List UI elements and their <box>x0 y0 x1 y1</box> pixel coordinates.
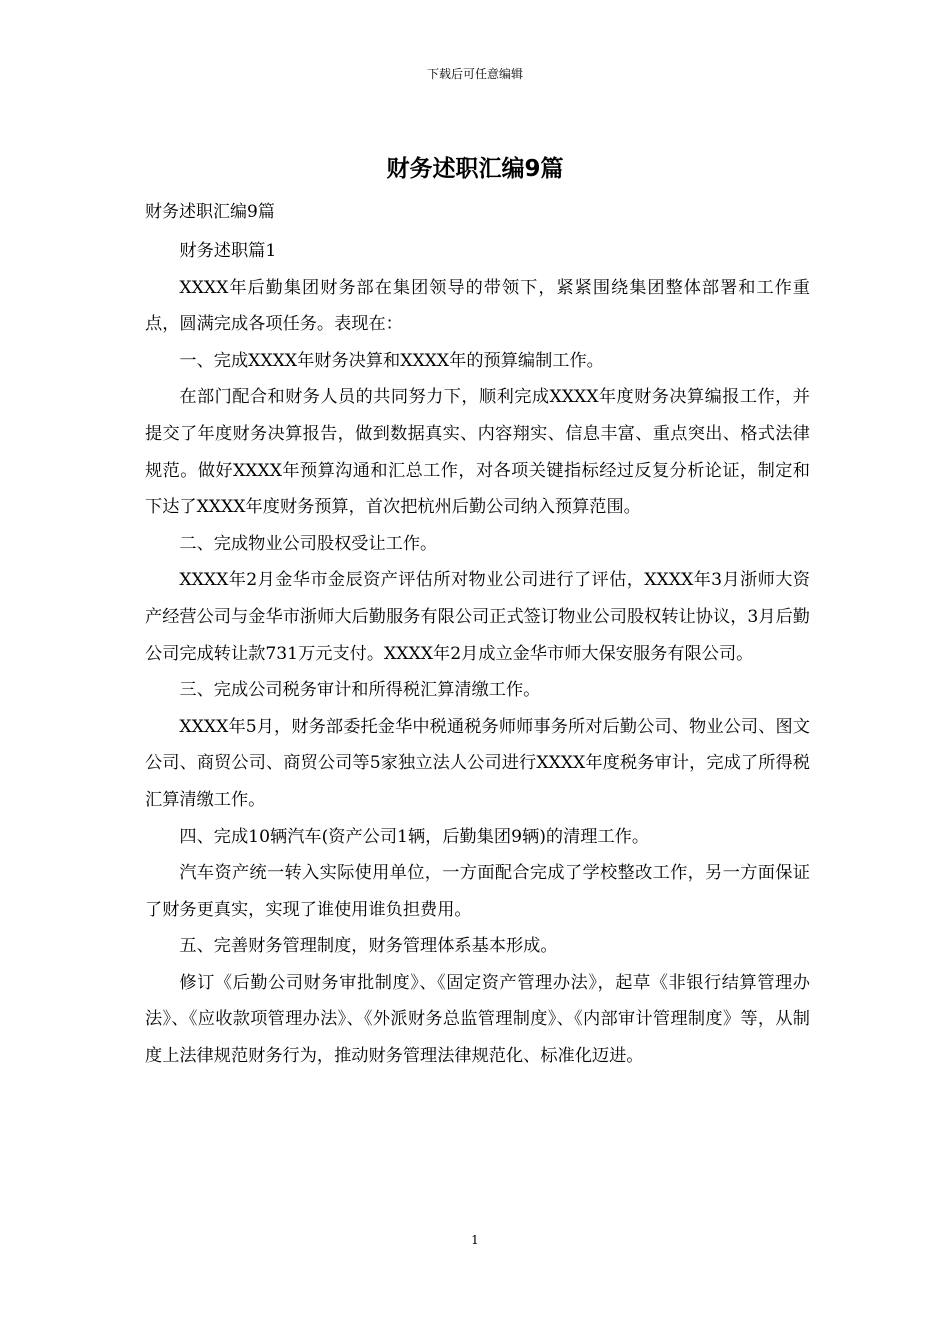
page-header-note: 下载后可任意编辑 <box>426 67 523 81</box>
document-title: 财务述职汇编9篇 <box>386 156 564 182</box>
body-paragraph: XXXX年2月金华市金辰资产评估所对物业公司进行了评估，XXXX年3月浙师大资产经营公司与金华市浙师大后勤服务有限公司正式签订物业公司股权转让协议，3月后勤公司完成转让款731万元支付。XXXX年2月成立金华市师大保安服务有限公司。 <box>145 570 810 664</box>
body-paragraph: 修订《后勤公司财务审批制度》、《固定资产管理办法》，起草《非银行结算管理办法》、《应收款项管理办法》、《外派财务总监管理制度》、《内部审计管理制度》等，从制度上法律规范财务行为，推动财务管理法律规范化、标准化迈进。 <box>145 972 810 1067</box>
item-heading: 三、完成公司税务审计和所得税汇算清缴工作。 <box>179 680 541 701</box>
document-body <box>145 233 810 1075</box>
body-paragraph: XXXX年后勤集团财务部在集团领导的带领下，紧紧围绕集团整体部署和工作重点，圆满完成各项任务。表现在： <box>145 277 810 335</box>
item-heading: 五、完善财务管理制度，财务管理体系基本形成。 <box>179 936 558 957</box>
item-heading: 二、完成物业公司股权受让工作。 <box>179 533 438 554</box>
item-heading: 四、完成10辆汽车(资产公司1辆，后勤集团9辆)的清理工作。 <box>179 826 650 847</box>
page-number: 1 <box>471 1233 479 1247</box>
body-paragraph: 汽车资产统一转入实际使用单位，一方面配合完成了学校整改工作，另一方面保证了财务更真实，实现了谁使用谁负担费用。 <box>145 863 810 920</box>
item-heading: 一、完成XXXX年财务决算和XXXX年的预算编制工作。 <box>179 350 604 371</box>
document-subtitle: 财务述职汇编9篇 <box>145 202 275 222</box>
section-heading: 财务述职篇1 <box>179 241 277 261</box>
body-paragraph: 在部门配合和财务人员的共同努力下，顺利完成XXXX年度财务决算编报工作，并提交了年度财务决算报告，做到数据真实、内容翔实、信息丰富、重点突出、格式法律规范。做好XXXX年预算沟通和汇总工作，对各项关键指标经过反复分析论证，制定和下达了XXXX年度财务预算，首次把杭州后勤公司纳入预算范围。 <box>145 387 810 518</box>
body-paragraph: XXXX年5月，财务部委托金华中税通税务师师事务所对后勤公司、物业公司、图文公司、商贸公司、商贸公司等5家独立法人公司进行XXXX年度税务审计，完成了所得税汇算清缴工作。 <box>145 716 810 810</box>
